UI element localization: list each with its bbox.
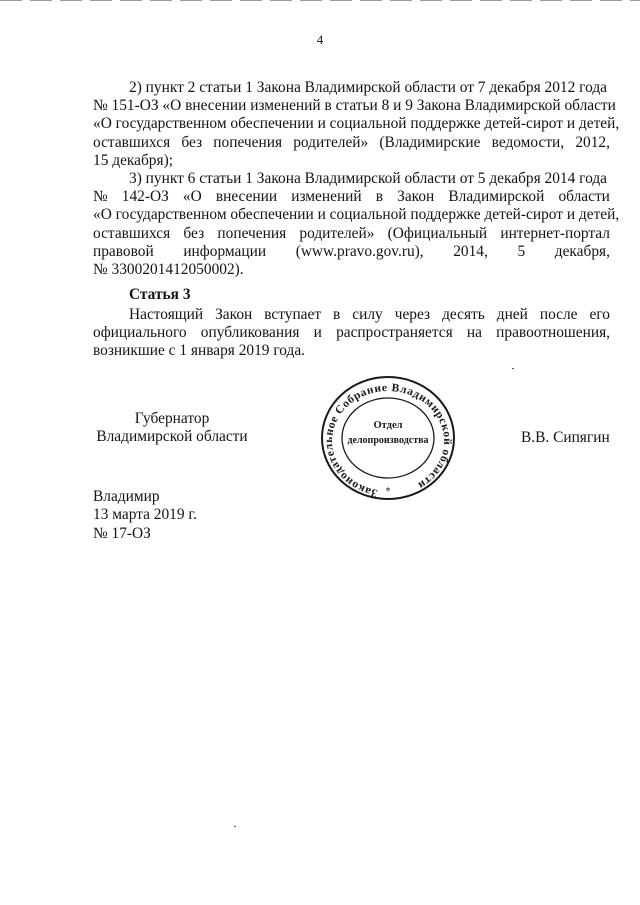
item-2-paragraph xyxy=(93,79,620,170)
stamp-center-line: Отдел xyxy=(373,420,403,431)
scan-speck xyxy=(234,826,236,827)
law-date: 13 марта 2019 г. xyxy=(93,506,197,524)
paragraph-line: 2) пункт 2 статьи 1 Закона Владимирской области от 7 декабря 2012 года xyxy=(129,79,608,96)
city: Владимир xyxy=(93,488,160,505)
article-3-paragraph xyxy=(93,306,610,361)
stamp-star: * xyxy=(385,486,391,497)
paragraph-line: оставшихся без попечения родителей» (Владимирские ведомости, 2012, xyxy=(93,133,610,151)
signer-name: В.В. Сипягин xyxy=(521,429,610,446)
signatory-title xyxy=(92,410,252,447)
paragraph-line: № 3300201412050002). xyxy=(93,260,244,278)
page-top-edge xyxy=(0,0,640,1)
paragraph-line: 3) пункт 6 статьи 1 Закона Владимирской области от 5 декабря 2014 года xyxy=(129,170,608,187)
paragraph-line: Настоящий Закон вступает в силу через десять дней после его xyxy=(129,306,610,323)
stamp-ring-text: Законодательное Собрание Владимирской области xyxy=(322,381,454,500)
item-3-paragraph xyxy=(93,170,620,279)
paragraph-line: № 142-ОЗ «О внесении изменений в Закон Владимирской области xyxy=(93,188,610,206)
law-number: № 17-ОЗ xyxy=(93,524,151,542)
signatory-title-line: Губернатор xyxy=(134,410,210,427)
paragraph-line: правовой информации (www.pravo.gov.ru), 2014, 5 декабря, xyxy=(93,242,610,260)
page-number: 4 xyxy=(316,32,324,47)
article-heading: Статья 3 xyxy=(129,286,191,303)
paragraph-line: «О государственном обеспечении и социальной поддержке детей-сирот и детей, xyxy=(93,115,620,133)
place-date-block xyxy=(82,488,197,543)
paragraph-line: «О государственном обеспечении и социальной поддержке детей-сирот и детей, xyxy=(93,206,620,224)
paragraph-line: 15 декабря); xyxy=(93,151,173,169)
paragraph-line: возникшие с 1 января 2019 года. xyxy=(93,342,306,360)
official-stamp xyxy=(318,373,458,503)
signatory-title-line: Владимирской области xyxy=(96,428,248,446)
paragraph-line: оставшихся без попечения родителей» (Официальный интернет-портал xyxy=(93,224,610,242)
paragraph-line: № 151-ОЗ «О внесении изменений в статьи 8 и 9 Закона Владимирской области xyxy=(93,97,616,115)
stamp-center-line: делопроизводства xyxy=(347,435,429,446)
paragraph-line: официального опубликования и распространяется на правоотношения, xyxy=(93,324,610,342)
scan-speck xyxy=(512,368,514,369)
